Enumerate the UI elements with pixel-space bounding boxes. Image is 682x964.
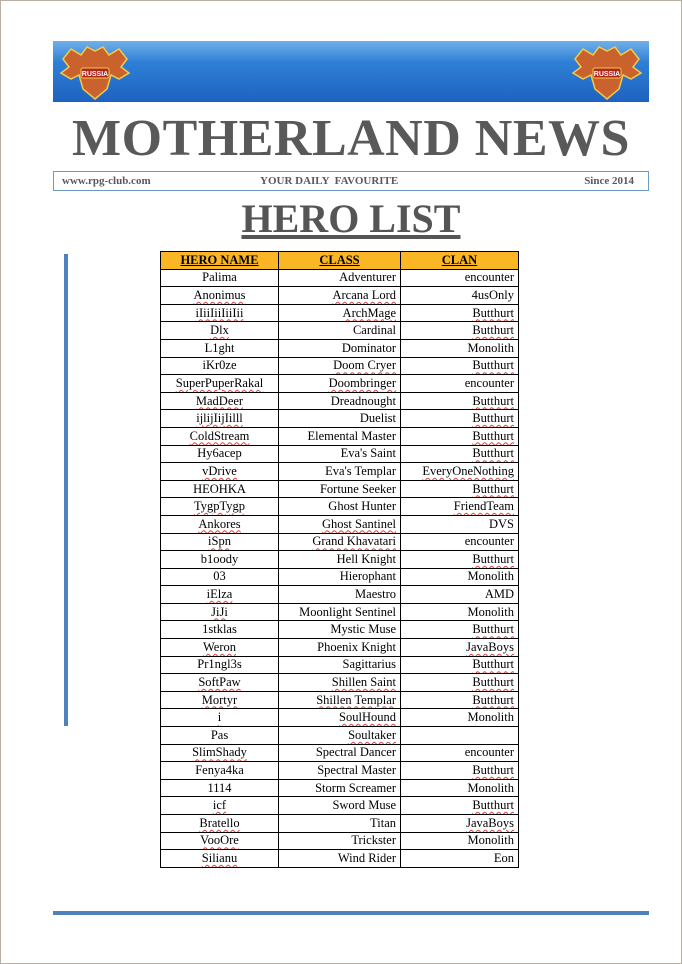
hero-name-cell: MadDeer [161,392,279,410]
class-cell: Moonlight Sentinel [279,603,401,621]
clan-cell: Butthurt [401,691,519,709]
hero-name-cell: Mortyr [161,691,279,709]
clan-cell: Butthurt [401,445,519,463]
clan-cell: encounter [401,375,519,393]
page-heading: HERO LIST [241,196,461,241]
class-cell: Sword Muse [279,797,401,815]
clan-cell: Monolith [401,568,519,586]
hero-name-cell: 03 [161,568,279,586]
clan-cell: Butthurt [401,480,519,498]
class-cell: Hell Knight [279,551,401,569]
hero-name-cell: 1stklas [161,621,279,639]
hero-name-cell: JiJi [161,603,279,621]
hero-name-cell: iIiiIiiIiiIii [161,304,279,322]
table-row [161,691,519,709]
hero-name-cell: SoftPaw [161,674,279,692]
class-cell: Trickster [279,832,401,850]
class-cell: Sagittarius [279,656,401,674]
double-headed-eagle-emblem-left [57,45,133,101]
clan-cell: Monolith [401,603,519,621]
hero-name-cell: TygpTygp [161,498,279,516]
class-cell: Soultaker [279,727,401,745]
hero-name-cell: Ankores [161,515,279,533]
svg-text:RUSSIA: RUSSIA [81,71,109,78]
table-row [161,410,519,428]
clan-cell: DVS [401,515,519,533]
site-url: www.rpg-club.com [62,175,151,187]
class-cell: Doombringer [279,375,401,393]
class-cell: Wind Rider [279,850,401,868]
class-cell: Dominator [279,339,401,357]
hero-name-cell: Silianu [161,850,279,868]
hero-name-cell: ColdStream [161,427,279,445]
table-row [161,709,519,727]
hero-name-cell: i [161,709,279,727]
class-cell: Eva's Templar [279,463,401,481]
table-row [161,480,519,498]
table-row [161,815,519,833]
clan-cell: Monolith [401,709,519,727]
clan-cell: Butthurt [401,322,519,340]
clan-cell: Monolith [401,832,519,850]
clan-cell: Butthurt [401,392,519,410]
masthead-title: MOTHERLAND NEWS [72,110,630,167]
class-cell: Doom Cryer [279,357,401,375]
clan-cell: Monolith [401,779,519,797]
hero-table [160,251,519,868]
clan-cell: Butthurt [401,304,519,322]
clan-cell: Eon [401,850,519,868]
clan-cell: 4usOnly [401,287,519,305]
table-row [161,463,519,481]
class-cell: Mystic Muse [279,621,401,639]
class-cell: ArchMage [279,304,401,322]
class-cell: Titan [279,815,401,833]
table-row [161,832,519,850]
hero-name-cell: Bratello [161,815,279,833]
clan-cell [401,727,519,745]
clan-cell: JavaBoys [401,639,519,657]
hero-name-cell: VooOre [161,832,279,850]
svg-text:RUSSIA: RUSSIA [593,71,621,78]
table-row [161,445,519,463]
double-headed-eagle-emblem-right [569,45,645,101]
header-banner [53,41,649,102]
hero-name-cell: SuperPuperRakal [161,375,279,393]
table-row [161,375,519,393]
clan-cell: Butthurt [401,674,519,692]
clan-cell: Butthurt [401,357,519,375]
clan-cell: FriendTeam [401,498,519,516]
table-row [161,304,519,322]
table-row [161,674,519,692]
left-vertical-rule [64,254,68,726]
clan-cell: Monolith [401,339,519,357]
clan-cell: Butthurt [401,427,519,445]
clan-cell: AMD [401,586,519,604]
clan-cell: encounter [401,269,519,287]
hero-name-cell: SlimShady [161,744,279,762]
clan-cell: Butthurt [401,410,519,428]
class-cell: Grand Khavatari [279,533,401,551]
table-row [161,269,519,287]
hero-name-cell: L1ght [161,339,279,357]
hero-name-cell: HEOHKA [161,480,279,498]
hero-name-cell: Hy6acep [161,445,279,463]
hero-name-cell: Pr1ngl3s [161,656,279,674]
class-cell: Ghost Santinel [279,515,401,533]
table-row [161,498,519,516]
hero-name-cell: Pas [161,727,279,745]
table-row [161,621,519,639]
since-date: Since 2014 [584,175,634,187]
class-cell: Adventurer [279,269,401,287]
class-cell: Arcana Lord [279,287,401,305]
table-row [161,287,519,305]
table-row [161,744,519,762]
hero-name-cell: Anonimus [161,287,279,305]
clan-cell: Butthurt [401,621,519,639]
table-row [161,603,519,621]
hero-name-cell: b1oody [161,551,279,569]
clan-cell: encounter [401,533,519,551]
clan-cell: encounter [401,744,519,762]
class-cell: Phoenix Knight [279,639,401,657]
table-row [161,427,519,445]
class-cell: Maestro [279,586,401,604]
table-row [161,551,519,569]
class-cell: Shillen Templar [279,691,401,709]
table-row [161,656,519,674]
table-header-row [161,252,519,270]
table-row [161,515,519,533]
class-cell: Eva's Saint [279,445,401,463]
table-row [161,568,519,586]
class-cell: Fortune Seeker [279,480,401,498]
table-row [161,533,519,551]
table-row [161,586,519,604]
column-header-clan: CLAN [401,252,519,270]
table-row [161,322,519,340]
table-row [161,779,519,797]
clan-cell: JavaBoys [401,815,519,833]
class-cell: Elemental Master [279,427,401,445]
clan-cell: Butthurt [401,762,519,780]
table-row [161,850,519,868]
clan-cell: Butthurt [401,797,519,815]
class-cell: Ghost Hunter [279,498,401,516]
hero-name-cell: Weron [161,639,279,657]
table-row [161,797,519,815]
hero-name-cell: Dlx [161,322,279,340]
column-header-class: CLASS [279,252,401,270]
hero-name-cell: vDrive [161,463,279,481]
class-cell: Spectral Master [279,762,401,780]
table-row [161,357,519,375]
table-row [161,392,519,410]
column-header-hero-name: HERO NAME [161,252,279,270]
class-cell: SoulHound [279,709,401,727]
class-cell: Spectral Dancer [279,744,401,762]
class-cell: Dreadnought [279,392,401,410]
hero-name-cell: iElza [161,586,279,604]
hero-name-cell: Palima [161,269,279,287]
clan-cell: Butthurt [401,656,519,674]
tagline-bar [53,171,649,191]
clan-cell: EveryOneNothing [401,463,519,481]
hero-name-cell: ijlijIijIilll [161,410,279,428]
table-row [161,339,519,357]
hero-name-cell: Fenya4ka [161,762,279,780]
table-row [161,762,519,780]
class-cell: Cardinal [279,322,401,340]
hero-name-cell: icf [161,797,279,815]
tagline-text: YOUR DAILY FAVOURITE [260,175,399,187]
hero-name-cell: iKr0ze [161,357,279,375]
class-cell: Shillen Saint [279,674,401,692]
table-row [161,727,519,745]
clan-cell: Butthurt [401,551,519,569]
class-cell: Storm Screamer [279,779,401,797]
class-cell: Hierophant [279,568,401,586]
table-row [161,639,519,657]
hero-name-cell: 1114 [161,779,279,797]
class-cell: Duelist [279,410,401,428]
hero-name-cell: iSpn [161,533,279,551]
bottom-horizontal-rule [53,911,649,915]
